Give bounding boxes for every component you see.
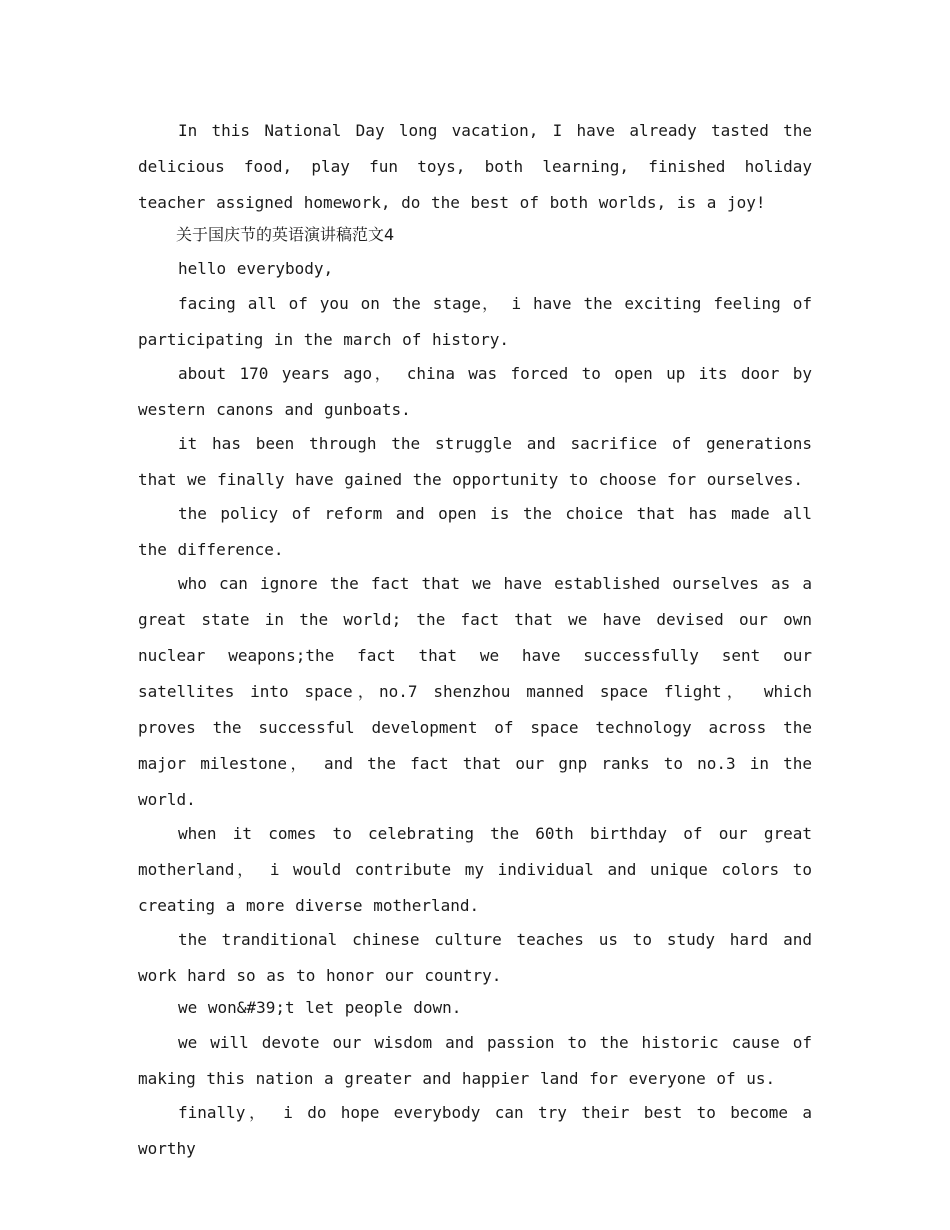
section-heading: 关于国庆节的英语演讲稿范文4 — [176, 225, 395, 244]
paragraph-achievements: who can ignore the fact that we have established ourselves as a great state in the world; the fact that we have devised our own nuclear weapons;the fact that we have successfully sent our satellites into space，no.7 shenzhou manned space flight， which proves the successful development of space technology across the major milestone， and the fact that our gnp ranks to no.3 in the world. — [138, 574, 812, 809]
paragraph-vacation: In this National Day long vacation, I have already tasted the delicious food, play fun toys, both learning, finished holiday teacher assigned homework, do the best of both worlds, is a joy! — [138, 121, 812, 212]
paragraph-culture: the tranditional chinese culture teaches us to study hard and work hard so as to honor our country. — [138, 930, 812, 985]
paragraph-promise: we won&#39;t let people down. — [178, 998, 462, 1017]
paragraph-history: about 170 years ago， china was forced to open up its door by western canons and gunboats. — [138, 364, 812, 419]
paragraph-struggle: it has been through the struggle and sacrifice of generations that we finally have gained the opportunity to choose for ourselves. — [138, 434, 812, 489]
paragraph-greeting: hello everybody, — [178, 259, 334, 278]
paragraph-devotion: we will devote our wisdom and passion to the historic cause of making this nation a greater and happier land for everyone of us. — [138, 1033, 812, 1088]
paragraph-finally: finally， i do hope everybody can try their best to become a worthy — [138, 1103, 812, 1158]
paragraph-reform: the policy of reform and open is the choice that has made all the difference. — [138, 504, 812, 559]
paragraph-birthday: when it comes to celebrating the 60th birthday of our great motherland， i would contribute my individual and unique colors to creating a more diverse motherland. — [138, 824, 813, 915]
paragraph-stage: facing all of you on the stage， i have the exciting feeling of participating in the march of history. — [138, 294, 812, 349]
document-page — [138, 113, 812, 1165]
